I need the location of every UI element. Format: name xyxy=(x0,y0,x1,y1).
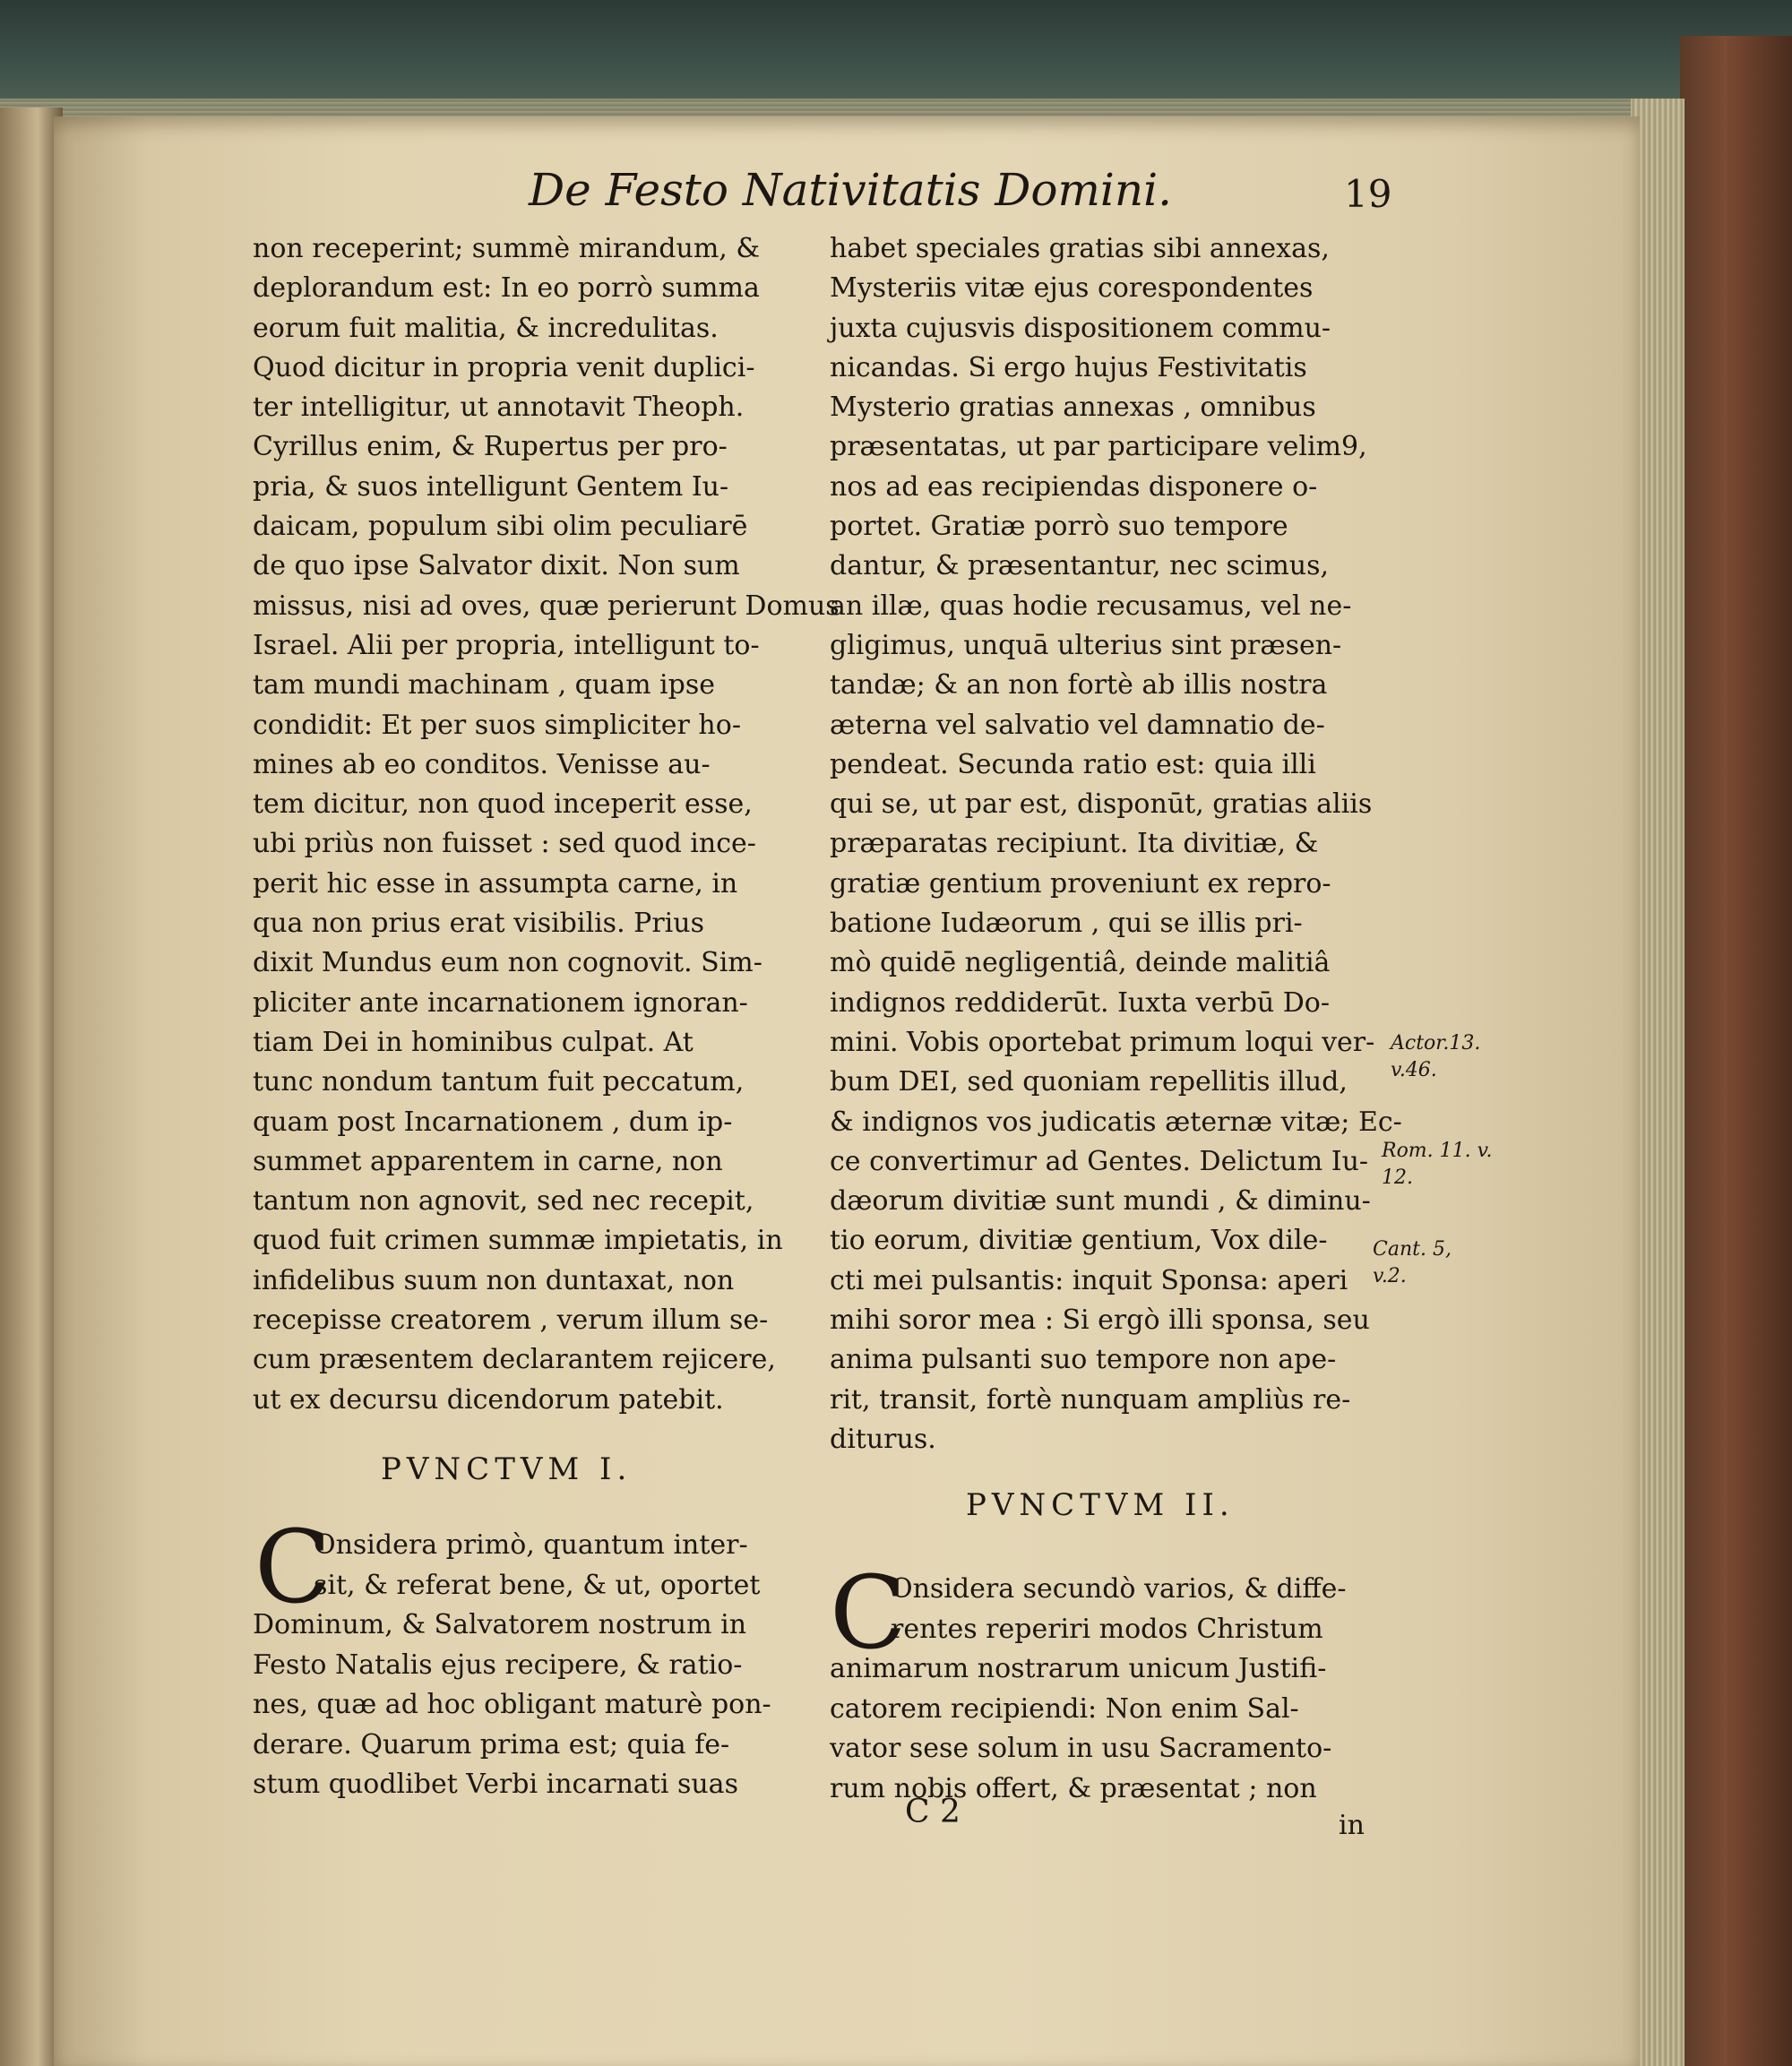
text-line: nicandas. Si ergo hujus Festivitatis xyxy=(830,351,1307,383)
text-line: habet speciales gratias sibi annexas, xyxy=(830,233,1330,264)
text-line: Mysterio gratias annexas , omnibus xyxy=(830,392,1316,424)
text-line: rit, transit, fortè nunquam ampliùs re- xyxy=(830,1383,1351,1416)
signature-mark: C 2 xyxy=(905,1794,961,1830)
text-line: cum præsentem declarantem rejicere, xyxy=(253,1344,776,1376)
text-line: rum nobis offert, & præsentat ; non xyxy=(830,1772,1317,1804)
text-line: dixit Mundus eum non cognovit. Sim- xyxy=(253,947,762,979)
text-line: ut ex decursu dicendorum patebit. xyxy=(253,1383,724,1416)
text-line: cti mei pulsantis: inquit Sponsa: aperi xyxy=(830,1264,1348,1296)
text-line: de quo ipse Salvator dixit. Non sum xyxy=(253,550,740,582)
text-line: ter intelligitur, ut annotavit Theoph. xyxy=(253,392,745,424)
text-line: nes, quæ ad hoc obligant maturè pon- xyxy=(253,1689,771,1720)
text-line: Cyrillus enim, & Rupertus per pro- xyxy=(253,431,728,463)
text-line: tem dicitur, non quod inceperit esse, xyxy=(253,788,753,821)
text-line: mini. Vobis oportebat primum loqui ver- xyxy=(830,1026,1375,1058)
text-line: gligimus, unquā ulterius sint præsen- xyxy=(830,629,1342,661)
paragraph-left xyxy=(253,1526,771,1805)
text-line: pendeat. Secunda ratio est: quia illi xyxy=(830,748,1316,780)
text-line: præsentatas, ut par participare velim9, xyxy=(830,431,1367,463)
text-line: quod fuit crimen summæ impietatis, in xyxy=(253,1225,783,1257)
text-line: Festo Natalis ejus recipere, & ratio- xyxy=(253,1648,743,1681)
text-line: rentes reperiri modos Christum xyxy=(891,1613,1323,1645)
text-line: bum DEI, sed quoniam repellitis illud, xyxy=(830,1066,1348,1098)
text-line: daicam, populum sibi olim peculiarē xyxy=(253,511,748,543)
book-top-edge xyxy=(0,0,1792,134)
text-line: tam mundi machinam , quam ipse xyxy=(253,669,716,702)
text-line: pria, & suos intelligunt Gentem Iu- xyxy=(253,470,729,503)
text-line: Israel. Alii per propria, intelligunt to- xyxy=(253,629,760,661)
text-line: catorem recipiendi: Non enim Sal- xyxy=(830,1692,1299,1725)
text-line: condidit: Et per suos simpliciter ho- xyxy=(253,709,741,741)
paragraph-right xyxy=(830,1570,1347,1809)
text-line: Dominum, & Salvatorem nostrum in xyxy=(253,1609,747,1640)
text-line: Onsidera primò, quantum inter- xyxy=(314,1529,748,1561)
text-line: anima pulsanti suo tempore non ape- xyxy=(830,1344,1337,1376)
text-line: infidelibus suum non duntaxat, non xyxy=(253,1264,735,1296)
catchword: in xyxy=(1339,1810,1365,1841)
section-heading-right: PVNCTVM II. xyxy=(966,1487,1235,1523)
text-line: tunc nondum tantum fuit peccatum, xyxy=(253,1066,745,1098)
text-line: an illæ, quas hodie recusamus, vel ne- xyxy=(830,590,1352,622)
text-line: derare. Quarum prima est; quia fe- xyxy=(253,1728,730,1760)
margin-note: Cant. 5, v.2. xyxy=(1373,1238,1452,1287)
text-line: indignos reddiderūt. Iuxta verbū Do- xyxy=(830,986,1331,1019)
text-line: pliciter ante incarnationem ignoran- xyxy=(253,986,748,1019)
book-cover-edge xyxy=(1680,36,1792,2066)
text-line: sit, & referat bene, & ut, oportet xyxy=(314,1569,761,1601)
text-line: mihi soror mea : Si ergò illi sponsa, seu xyxy=(830,1304,1370,1337)
running-head: De Festo Nativitatis Domini. xyxy=(529,164,1172,216)
text-line: recepisse creatorem , verum illum se- xyxy=(253,1304,769,1337)
text-line: eorum fuit malitia, & incredulitas. xyxy=(253,312,719,344)
text-line: nos ad eas recipiendas disponere o- xyxy=(830,470,1318,503)
text-line: batione Iudæorum , qui se illis pri- xyxy=(830,908,1303,940)
text-line: Quod dicitur in propria venit duplici- xyxy=(253,351,755,383)
right-column xyxy=(830,229,1402,1459)
text-line: gratiæ gentium proveniunt ex repro- xyxy=(830,867,1331,900)
text-line: animarum nostrarum unicum Justifi- xyxy=(830,1653,1327,1684)
text-line: non receperint; summè mirandum, & xyxy=(253,233,761,264)
margin-note: Actor.13. v.46. xyxy=(1391,1032,1481,1081)
text-line: mò quidē negligentiâ, deinde malitiâ xyxy=(830,947,1331,979)
text-line: qua non prius erat visibilis. Prius xyxy=(253,908,704,940)
text-line: mines ab eo conditos. Venisse au- xyxy=(253,748,711,780)
text-line: deplorandum est: In eo porrò summa xyxy=(253,272,760,305)
text-line: ce convertimur ad Gentes. Delictum Iu- xyxy=(830,1145,1369,1177)
margin-note: Rom. 11. v. 12. xyxy=(1382,1140,1493,1189)
text-line: dæorum divitiæ sunt mundi , & diminu- xyxy=(830,1185,1371,1218)
text-line: dantur, & præsentantur, nec scimus, xyxy=(830,550,1330,582)
text-line: missus, nisi ad oves, quæ perierunt Domus xyxy=(253,590,840,622)
text-line: Onsidera secundò varios, & diffe- xyxy=(891,1573,1347,1605)
text-line: tio eorum, divitiæ gentium, Vox dile- xyxy=(830,1225,1328,1257)
left-column xyxy=(253,229,840,1420)
text-line: portet. Gratiæ porrò suo tempore xyxy=(830,511,1288,543)
text-line: Mysteriis vitæ ejus corespondentes xyxy=(830,272,1314,305)
text-line: æterna vel salvatio vel damnatio de- xyxy=(830,709,1325,741)
page-number: 19 xyxy=(1344,172,1392,216)
text-line: perit hic esse in assumpta carne, in xyxy=(253,867,738,900)
text-line: diturus. xyxy=(830,1423,936,1455)
text-line: præparatas recipiunt. Ita divitiæ, & xyxy=(830,828,1319,860)
text-line: tiam Dei in hominibus culpat. At xyxy=(253,1026,694,1058)
text-line: summet apparentem in carne, non xyxy=(253,1145,723,1177)
text-line: tandæ; & an non fortè ab illis nostra xyxy=(830,669,1328,702)
text-line: stum quodlibet Verbi incarnati suas xyxy=(253,1769,738,1800)
text-line: qui se, ut par est, disponūt, gratias aliis xyxy=(830,788,1373,821)
drop-cap-left: C xyxy=(254,1510,332,1626)
drop-cap-right: C xyxy=(830,1555,907,1672)
text-line: juxta cujusvis dispositionem commu- xyxy=(830,312,1331,344)
text-line: ubi priùs non fuisset : sed quod ince- xyxy=(253,828,756,860)
text-line: vator sese solum in usu Sacramento- xyxy=(830,1733,1332,1764)
text-line: quam post Incarnationem , dum ip- xyxy=(253,1106,733,1138)
text-line: tantum non agnovit, sed nec recepit, xyxy=(253,1185,754,1218)
section-heading-left: PVNCTVM I. xyxy=(381,1451,633,1487)
text-line: & indignos vos judicatis æternæ vitæ; Ec- xyxy=(830,1106,1402,1138)
